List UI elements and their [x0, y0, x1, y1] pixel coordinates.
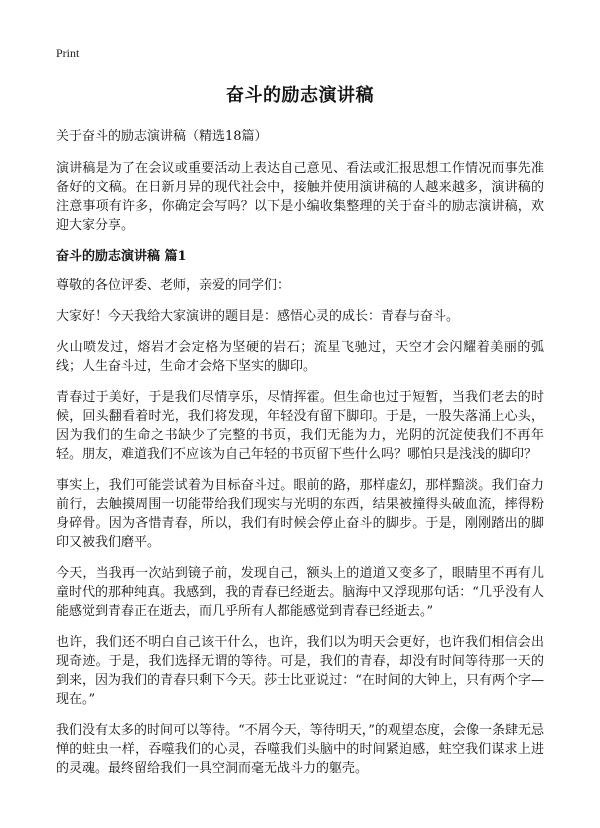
body-paragraph: 青春过于美好，于是我们尽情享乐，尽情挥霍。但生命也过于短暂，当我们老去的时候，回头翻看着时光，我们将发现，年轻没有留下脚印。于是，一股失落涌上心头，因为我们的生命之书缺少了完整的书页，我们无能为力，光阴的沉淀使我们不再年轻。朋友，难道我们不应该为自己年轻的书页留下些什么吗？哪怕只是浅浅的脚印？ [56, 390, 544, 462]
body-paragraph: 我们没有太多的时间可以等待。“不屑今天，等待明天，”的观望态度，会像一条肆无忌惮的蛀虫一样，吞噬我们的心灵，吞噬我们头脑中的时间紧迫感，蛀空我们谋求上进的灵魂。最终留给我们一具空洞而毫无战斗力的躯壳。 [56, 723, 544, 776]
document-title: 奋斗的励志演讲稿 [226, 85, 374, 106]
intro-paragraph: 演讲稿是为了在会议或重要活动上表达自己意见、看法或汇报思想工作情况而事先准备好的文稿。在日新月异的现代社会中，接触并使用演讲稿的人越来越多，演讲稿的注意事项有许多，你确定会写吗？以下是小编收集整理的关于奋斗的励志演讲稿，欢迎大家分享。 [56, 161, 544, 233]
document-subtitle: 关于奋斗的励志演讲稿（精选18篇） [56, 129, 268, 144]
greeting-paragraph: 大家好！今天我给大家演讲的题目是：感悟心灵的成长：青春与奋斗。 [56, 309, 460, 324]
body-paragraph: 也许，我们还不明白自己该干什么，也许，我们以为明天会更好，也许我们相信会出现奇迹。于是，我们选择无谓的等待。可是，我们的青春，却没有时间等待那一天的到来，因为我们的青春只剩下今天。莎士比亚说过：“在时间的大钟上，只有两个字—现在。” [56, 635, 544, 707]
print-label: Print [56, 46, 80, 60]
salutation-paragraph: 尊敬的各位评委、老师，亲爱的同学们： [56, 278, 291, 293]
body-paragraph: 事实上，我们可能尝试着为目标奋斗过。眼前的路，那样虚幻，那样黯淡。我们奋力前行，去触摸周围一切能带给我们现实与光明的东西，结果被撞得头破血流，摔得粉身碎骨。因为吝惜青春，所以，我们有时候会停止奋斗的脚步。于是，刚刚踏出的脚印又被我们磨平。 [56, 478, 544, 550]
body-paragraph: 今天，当我再一次站到镜子前，发现自己，额头上的道道又变多了，眼睛里不再有儿童时代的那种纯真。我感到，我的青春已经逝去。脑海中又浮现那句话：“几乎没有人能感觉到青春正在逝去，而几乎所有人都能感觉到青春已经逝去。” [56, 566, 544, 619]
body-paragraph: 火山喷发过，熔岩才会定格为坚硬的岩石；流星飞驰过，天空才会闪耀着美丽的弧线；人生奋斗过，生命才会烙下坚实的脚印。 [56, 340, 544, 374]
section-heading: 奋斗的励志演讲稿 篇1 [56, 249, 187, 264]
